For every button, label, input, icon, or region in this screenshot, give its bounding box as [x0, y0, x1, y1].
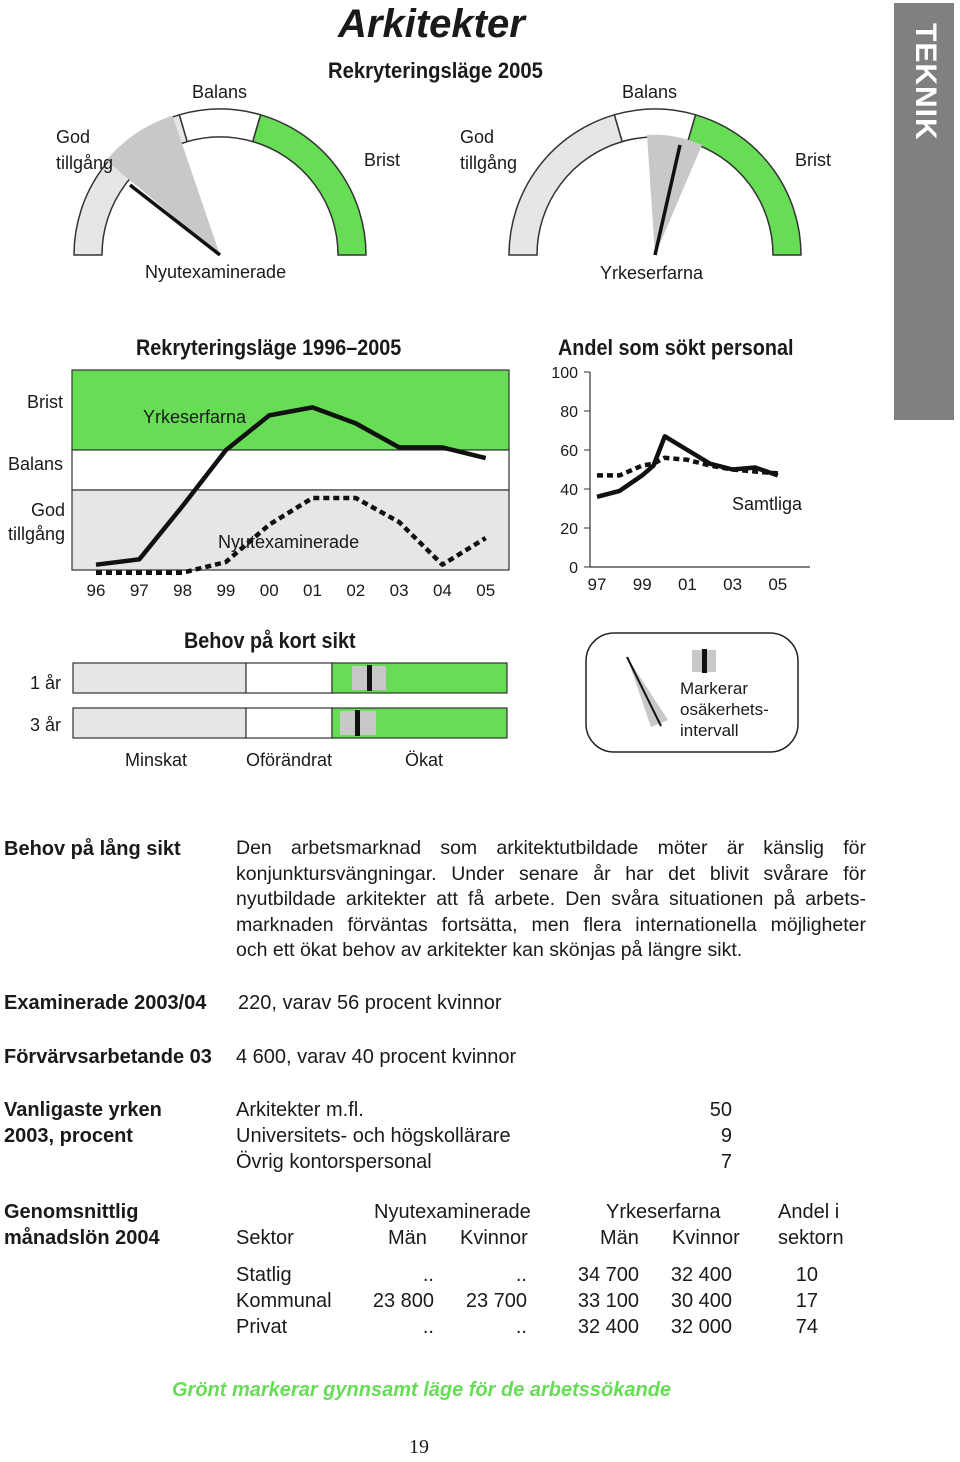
- marker-3yr: [355, 710, 360, 736]
- gauge-left-balance-label: Balans: [192, 82, 248, 102]
- salary-cell-new-men: ..: [422, 1264, 434, 1286]
- y-tick-label: 60: [560, 443, 578, 460]
- salary-cell-new-women: ..: [515, 1264, 527, 1286]
- x-tick-label: 01: [677, 575, 697, 594]
- salary-group-new: Nyutexaminerade: [374, 1201, 531, 1223]
- gauge-ring-good: [509, 115, 622, 255]
- gauge-ring-balance: [179, 109, 260, 142]
- long-term-line: Den arbetsmarknad som arkitektutbildade möter är känslig för: [236, 837, 866, 859]
- series-label-experienced: Yrkeserfarna: [143, 407, 247, 427]
- section-tab: [894, 3, 954, 420]
- page-number: 19: [409, 1436, 429, 1458]
- x-tick-label: 99: [632, 575, 652, 594]
- y-tick-label: 0: [569, 560, 578, 577]
- salary-col-exp-men: Män: [600, 1227, 639, 1249]
- x-tick-label: 97: [587, 575, 607, 594]
- long-term-line: och ett ökat behov av arkitekter kan skönjas på längre sikt.: [236, 939, 743, 961]
- series-label-graduates: Nyutexaminerade: [218, 532, 360, 552]
- salary-group-exp: Yrkeserfarna: [606, 1201, 721, 1223]
- salary-cell-exp-men: 33 100: [577, 1290, 639, 1312]
- occupation-value: 9: [720, 1125, 732, 1147]
- salary-cell-sector: Statlig: [236, 1264, 292, 1286]
- page-title: Arkitekter: [338, 2, 525, 46]
- band-label-shortage: Brist: [27, 392, 63, 412]
- recruit-chart: [0, 360, 520, 610]
- y-tick-label: 100: [551, 365, 578, 382]
- salary-cell-sector: Kommunal: [236, 1290, 332, 1312]
- salary-cell-sector: Privat: [236, 1316, 288, 1338]
- x-tick-label: 05: [476, 581, 496, 600]
- salary-cell-exp-women: 32 000: [670, 1316, 732, 1338]
- salary-cell-exp-men: 32 400: [577, 1316, 639, 1338]
- gauge-right-caption: Yrkeserfarna: [600, 263, 704, 283]
- band-label-balance: Balans: [8, 454, 64, 474]
- long-term-text: [236, 836, 866, 964]
- gauges: [0, 0, 880, 300]
- long-term-line: marknaden förväntas fortsätta, men flera internationella möjligheter: [236, 913, 866, 936]
- salary-col-sector: Sektor: [236, 1227, 294, 1249]
- salary-cell-share: 17: [795, 1290, 818, 1312]
- recruit-chart-title: Rekryteringsläge 1996–2005: [136, 335, 402, 360]
- gauge-nyutexaminerade: [74, 109, 366, 255]
- occupations-label: Vanligaste yrken: [4, 1099, 162, 1121]
- salary-cell-new-women: ..: [515, 1316, 527, 1338]
- band-label-good: God tillgång: [7, 500, 65, 544]
- y-tick-label: 80: [560, 404, 578, 421]
- salary-cell-exp-men: 34 700: [577, 1264, 639, 1286]
- x-tick-label: 99: [216, 581, 236, 600]
- gauge-ring-shortage: [253, 115, 366, 255]
- salary-cell-exp-women: 30 400: [670, 1290, 732, 1312]
- x-tick-label: 02: [346, 581, 366, 600]
- x-tick-label: 01: [303, 581, 322, 600]
- salary-cell-new-women: 23 700: [465, 1290, 527, 1312]
- share-chart-title: Andel som sökt personal: [558, 335, 794, 360]
- salary-cell-share: 74: [795, 1316, 818, 1338]
- salary-cell-exp-women: 32 400: [670, 1264, 732, 1286]
- x-tick-label: 00: [259, 581, 279, 600]
- legend-marker: [702, 649, 707, 673]
- short-term-row-3yr: 3 år: [30, 715, 62, 735]
- occupation-name: Övrig kontorspersonal: [236, 1151, 432, 1173]
- x-tick-label: 05: [768, 575, 788, 594]
- salary-label-2: månadslön 2004: [4, 1227, 160, 1249]
- graduates-label: Examinerade 2003/04: [4, 992, 207, 1014]
- section-tab-label: TEKNIK: [909, 23, 942, 141]
- salary-col-new-women: Kvinnor: [460, 1227, 528, 1249]
- occupation-value: 7: [720, 1151, 732, 1173]
- salary-col-exp-women: Kvinnor: [672, 1227, 740, 1249]
- salary-cell-new-men: ..: [422, 1316, 434, 1338]
- occupation-value: 50: [709, 1099, 732, 1121]
- short-term-title: Behov på kort sikt: [184, 628, 356, 653]
- occupations-label-2: 2003, procent: [4, 1125, 133, 1147]
- gauge-right-balance-label: Balans: [622, 82, 678, 102]
- page-subtitle: Rekryteringsläge 2005: [328, 58, 543, 83]
- salary-share-header: Andel i: [778, 1201, 840, 1223]
- y-tick-label: 20: [560, 521, 578, 538]
- x-tick-label: 04: [432, 581, 452, 600]
- legend-text: Markerar osäkerhets- intervall: [680, 679, 769, 740]
- gauge-uncertainty-wedge: [647, 135, 702, 255]
- salary-label: Genomsnittlig: [4, 1201, 139, 1223]
- short-term-row-1yr: 1 år: [30, 673, 62, 693]
- band-balance: [72, 450, 509, 490]
- bar-1yr: [73, 663, 507, 693]
- bar-3yr: [73, 708, 507, 738]
- long-term-line: nyutbildade arkitekter att få arbete. Den svåra situationen på arbets-: [236, 888, 866, 910]
- y-tick-label: 40: [560, 482, 578, 499]
- gauge-left-good-label: God tillgång: [56, 127, 114, 173]
- short-term-bars: [0, 655, 520, 755]
- occupation-name: Arkitekter m.fl.: [236, 1099, 364, 1121]
- gauge-right-shortage-label: Brist: [795, 150, 831, 170]
- gauge-left-shortage-label: Brist: [364, 150, 400, 170]
- gauge-yrkeserfarna: [509, 109, 801, 255]
- salary-share-header-2: sektorn: [778, 1227, 844, 1249]
- x-tick-label: 03: [723, 575, 743, 594]
- salary-cell-new-men: 23 800: [372, 1290, 434, 1312]
- x-tick-label: 96: [86, 581, 106, 600]
- x-tick-label: 98: [173, 581, 193, 600]
- employed-value: 4 600, varav 40 procent kvinnor: [236, 1046, 517, 1068]
- footer-note: Grönt markerar gynnsamt läge för de arbetssökande: [172, 1379, 672, 1401]
- axis-label-decreased: Minskat: [125, 750, 188, 770]
- occupation-name: Universitets- och högskollärare: [236, 1125, 511, 1147]
- gauge-right-good-label: God tillgång: [460, 127, 518, 173]
- share-series-label: Samtliga: [732, 494, 803, 514]
- long-term-label: Behov på lång sikt: [4, 838, 181, 860]
- share-series-line-arkitekter: [597, 436, 778, 497]
- salary-col-new-men: Män: [388, 1227, 427, 1249]
- graduates-value: 220, varav 56 procent kvinnor: [238, 992, 502, 1014]
- employed-label: Förvärvsarbetande 03: [4, 1046, 212, 1068]
- gauge-left-caption: Nyutexaminerade: [145, 262, 287, 282]
- long-term-line: konjunktursvängningar. Under senare år har det blivit svårare för: [236, 862, 866, 885]
- gauge-ring-shortage: [688, 115, 801, 255]
- x-tick-label: 97: [129, 581, 149, 600]
- marker-1yr: [367, 665, 372, 691]
- share-chart: [540, 360, 840, 600]
- axis-label-increased: Ökat: [405, 750, 444, 770]
- salary-cell-share: 10: [795, 1264, 818, 1286]
- axis-label-unchanged: Oförändrat: [246, 750, 333, 770]
- x-tick-label: 03: [389, 581, 409, 600]
